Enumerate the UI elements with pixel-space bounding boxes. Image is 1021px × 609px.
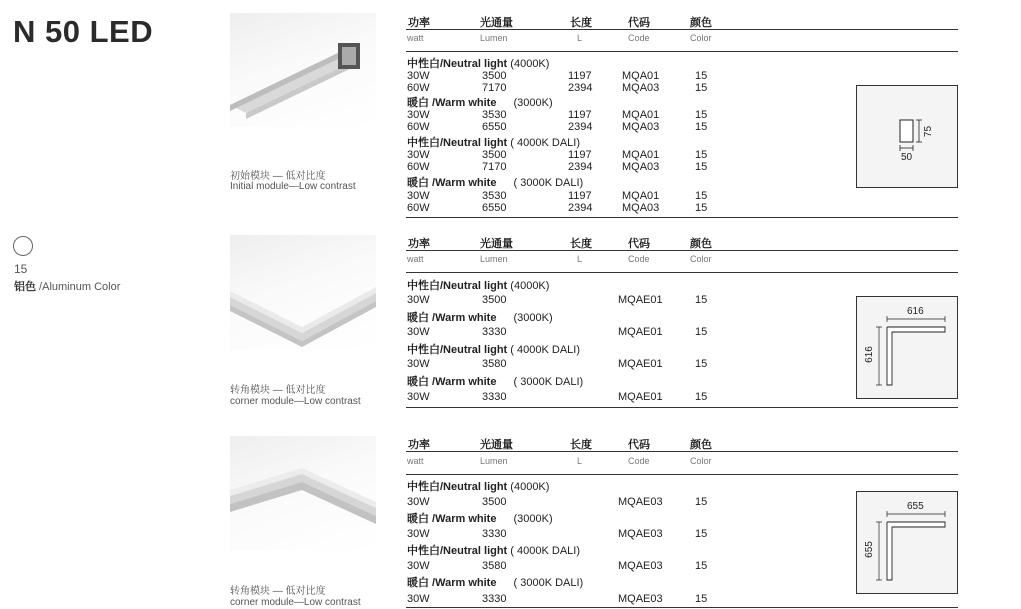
color-name-zh: 铝色 xyxy=(14,281,36,293)
row-length: 1197 xyxy=(568,149,592,161)
row-code: MQA01 xyxy=(622,109,660,121)
caption-en: Initial module—Low contrast xyxy=(230,181,356,192)
row-code: MQAE03 xyxy=(618,560,663,572)
header-lumen: 光通量 xyxy=(480,238,513,250)
group-name: 暖白 /Warm white xyxy=(407,513,497,525)
row-code: MQAE01 xyxy=(618,294,663,306)
group-name: 暖白 /Warm white xyxy=(407,97,497,109)
row-power: 30W xyxy=(407,149,430,161)
header-length: 长度 xyxy=(570,238,592,250)
row-power: 30W xyxy=(407,496,430,508)
section-rule xyxy=(406,407,958,408)
row-power: 60W xyxy=(407,161,430,173)
product-photo-corner-module-2 xyxy=(230,436,376,550)
group-name: 暖白 /Warm white xyxy=(407,577,497,589)
group-spec: (3000K) xyxy=(513,513,553,525)
subheader-length: L xyxy=(577,254,583,264)
subheader-length: L xyxy=(577,456,583,466)
group-heading xyxy=(407,280,549,292)
group-heading xyxy=(407,376,583,388)
row-code: MQAE03 xyxy=(618,496,663,508)
row-lumen: 3530 xyxy=(482,190,507,202)
dimension-width: 50 xyxy=(901,152,913,163)
dimension-diagram-corner-655 xyxy=(856,491,958,594)
color-name-en: /Aluminum Color xyxy=(36,281,121,293)
color-name xyxy=(14,278,120,294)
header-color: 颜色 xyxy=(690,238,712,250)
header-power: 功率 xyxy=(408,17,430,29)
header-color: 颜色 xyxy=(690,17,712,29)
row-lumen: 3330 xyxy=(482,593,507,605)
dimension-height: 616 xyxy=(863,346,875,363)
caption-en: corner module—Low contrast xyxy=(230,597,361,608)
row-length: 1197 xyxy=(568,190,592,202)
row-code: MQA01 xyxy=(622,70,660,82)
group-spec: ( 4000K DALI) xyxy=(510,137,580,149)
row-lumen: 3500 xyxy=(482,149,507,161)
subheader-color: Color xyxy=(690,33,712,43)
subheader-length: L xyxy=(577,33,583,43)
product-photo-corner-module xyxy=(230,235,376,349)
caption-zh: 初始模块 — 低对比度 xyxy=(230,171,326,182)
row-power: 30W xyxy=(407,391,430,403)
row-color: 15 xyxy=(695,496,708,508)
row-code: MQA03 xyxy=(622,161,660,173)
row-lumen: 6550 xyxy=(482,121,507,133)
row-power: 30W xyxy=(407,560,430,572)
group-name: 暖白 /Warm white xyxy=(407,376,497,388)
row-lumen: 7170 xyxy=(482,161,507,173)
row-lumen: 3500 xyxy=(482,70,507,82)
group-spec: ( 3000K DALI) xyxy=(513,577,584,589)
group-heading xyxy=(407,312,553,324)
header-lumen: 光通量 xyxy=(480,17,513,29)
corner-illustration xyxy=(230,235,376,349)
group-spec: ( 4000K DALI) xyxy=(510,545,580,557)
header-power: 功率 xyxy=(408,238,430,250)
row-code: MQAE03 xyxy=(618,528,663,540)
row-color: 15 xyxy=(695,109,708,121)
row-power: 60W xyxy=(407,202,430,214)
group-spec: ( 3000K DALI) xyxy=(513,177,584,189)
header-power: 功率 xyxy=(408,439,430,451)
group-name: 中性白/Neutral light xyxy=(407,280,508,292)
cross-section-drawing xyxy=(857,86,957,187)
row-length: 2394 xyxy=(568,121,593,133)
group-heading xyxy=(407,97,553,109)
row-color: 15 xyxy=(695,190,708,202)
dimension-diagram-cross-section xyxy=(856,85,958,188)
dimension-diagram-corner-616 xyxy=(856,296,958,399)
subheader-lumen: Lumen xyxy=(480,254,508,264)
section-rule xyxy=(406,217,958,218)
group-spec: (3000K) xyxy=(513,97,553,109)
group-name: 暖白 /Warm white xyxy=(407,312,497,324)
row-code: MQA03 xyxy=(622,82,660,94)
page-title: N 50 LED xyxy=(13,14,154,49)
row-code: MQA03 xyxy=(622,202,660,214)
subheader-code: Code xyxy=(628,254,650,264)
row-color: 15 xyxy=(695,149,708,161)
row-lumen: 3330 xyxy=(482,326,507,338)
row-length: 2394 xyxy=(568,82,593,94)
row-power: 30W xyxy=(407,358,430,370)
row-lumen: 3580 xyxy=(482,358,507,370)
row-color: 15 xyxy=(695,326,708,338)
group-name: 暖白 /Warm white xyxy=(407,177,497,189)
group-heading xyxy=(407,577,583,589)
row-code: MQA01 xyxy=(622,190,660,202)
subheader-power: watt xyxy=(407,254,424,264)
color-swatch xyxy=(13,236,33,256)
row-color: 15 xyxy=(695,121,708,133)
row-power: 30W xyxy=(407,294,430,306)
header-rule xyxy=(406,250,958,251)
row-power: 30W xyxy=(407,528,430,540)
subheader-rule xyxy=(406,272,958,273)
color-code: 15 xyxy=(14,262,28,276)
caption-zh: 转角模块 — 低对比度 xyxy=(230,385,326,396)
group-heading xyxy=(407,58,549,70)
row-color: 15 xyxy=(695,358,708,370)
row-power: 30W xyxy=(407,70,430,82)
header-code: 代码 xyxy=(628,439,650,451)
subheader-code: Code xyxy=(628,33,650,43)
group-name: 中性白/Neutral light xyxy=(407,545,508,557)
row-code: MQAE01 xyxy=(618,391,663,403)
group-heading xyxy=(407,513,553,525)
header-rule xyxy=(406,29,958,30)
row-lumen: 3500 xyxy=(482,496,507,508)
dimension-width: 616 xyxy=(907,306,924,317)
dimension-height: 655 xyxy=(863,541,875,558)
subheader-color: Color xyxy=(690,254,712,264)
row-length: 2394 xyxy=(568,202,593,214)
row-power: 30W xyxy=(407,190,430,202)
header-rule xyxy=(406,451,958,452)
product-photo-initial-module xyxy=(230,13,376,127)
group-spec: (3000K) xyxy=(513,312,553,324)
dimension-width: 655 xyxy=(907,501,924,512)
group-heading xyxy=(407,545,580,557)
row-color: 15 xyxy=(695,560,708,572)
group-name: 中性白/Neutral light xyxy=(407,481,508,493)
row-power: 60W xyxy=(407,121,430,133)
caption-zh: 转角模块 — 低对比度 xyxy=(230,586,326,597)
row-code: MQAE03 xyxy=(618,593,663,605)
subheader-lumen: Lumen xyxy=(480,456,508,466)
subheader-code: Code xyxy=(628,456,650,466)
row-color: 15 xyxy=(695,202,708,214)
row-lumen: 3530 xyxy=(482,109,507,121)
group-heading xyxy=(407,481,549,493)
subheader-power: watt xyxy=(407,33,424,43)
subheader-rule xyxy=(406,474,958,475)
row-code: MQAE01 xyxy=(618,358,663,370)
row-lumen: 3330 xyxy=(482,528,507,540)
row-lumen: 3580 xyxy=(482,560,507,572)
header-lumen: 光通量 xyxy=(480,439,513,451)
row-code: MQAE01 xyxy=(618,326,663,338)
caption-en: corner module—Low contrast xyxy=(230,396,361,407)
subheader-rule xyxy=(406,51,958,52)
row-color: 15 xyxy=(695,82,708,94)
row-color: 15 xyxy=(695,593,708,605)
row-length: 1197 xyxy=(568,109,592,121)
header-code: 代码 xyxy=(628,17,650,29)
group-name: 中性白/Neutral light xyxy=(407,58,508,70)
header-length: 长度 xyxy=(570,17,592,29)
group-name: 中性白/Neutral light xyxy=(407,344,508,356)
row-length: 1197 xyxy=(568,70,592,82)
row-color: 15 xyxy=(695,528,708,540)
group-spec: ( 4000K DALI) xyxy=(510,344,580,356)
row-lumen: 7170 xyxy=(482,82,507,94)
row-color: 15 xyxy=(695,70,708,82)
row-code: MQA03 xyxy=(622,121,660,133)
subheader-color: Color xyxy=(690,456,712,466)
group-heading xyxy=(407,344,580,356)
row-code: MQA01 xyxy=(622,149,660,161)
subheader-lumen: Lumen xyxy=(480,33,508,43)
group-name: 中性白/Neutral light xyxy=(407,137,508,149)
corner-illustration xyxy=(230,436,376,550)
row-lumen: 6550 xyxy=(482,202,507,214)
section-rule xyxy=(406,607,958,608)
row-power: 60W xyxy=(407,82,430,94)
group-spec: (4000K) xyxy=(510,481,550,493)
profile-illustration xyxy=(230,13,376,127)
header-color: 颜色 xyxy=(690,439,712,451)
row-power: 30W xyxy=(407,593,430,605)
row-lumen: 3500 xyxy=(482,294,507,306)
row-power: 30W xyxy=(407,109,430,121)
group-spec: ( 3000K DALI) xyxy=(513,376,584,388)
row-power: 30W xyxy=(407,326,430,338)
row-color: 15 xyxy=(695,391,708,403)
group-heading xyxy=(407,177,583,189)
subheader-power: watt xyxy=(407,456,424,466)
group-spec: (4000K) xyxy=(510,58,550,70)
row-lumen: 3330 xyxy=(482,391,507,403)
group-heading xyxy=(407,137,580,149)
dimension-height: 75 xyxy=(923,125,935,138)
row-length: 2394 xyxy=(568,161,593,173)
row-color: 15 xyxy=(695,294,708,306)
header-code: 代码 xyxy=(628,238,650,250)
header-length: 长度 xyxy=(570,439,592,451)
group-spec: (4000K) xyxy=(510,280,550,292)
row-color: 15 xyxy=(695,161,708,173)
